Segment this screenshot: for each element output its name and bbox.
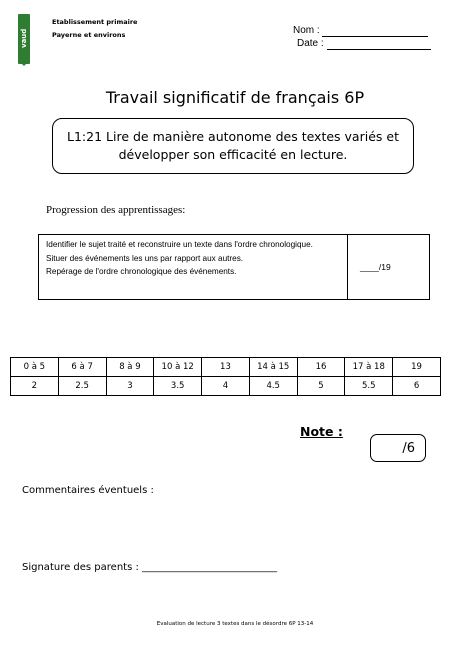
progression-item: Identifier le sujet traité et reconstruire un texte dans l'ordre chronologique.: [46, 240, 313, 249]
score-field: ____/19: [360, 262, 391, 272]
range-cell: 0 à 5: [11, 358, 59, 377]
note-cell: 5: [297, 377, 345, 396]
range-cell: 13: [202, 358, 250, 377]
note-cell: 2.5: [58, 377, 106, 396]
page-title: Travail significatif de français 6P: [105, 88, 365, 107]
logo-text: vaud: [20, 28, 28, 48]
nom-line: [322, 36, 428, 37]
note-cell: 6: [393, 377, 441, 396]
school-name-line2: Payerne et environs: [52, 31, 126, 39]
date-label: Date :: [297, 38, 324, 49]
range-cell: 16: [297, 358, 345, 377]
comments-label: Commentaires éventuels :: [22, 485, 154, 496]
date-line: [327, 49, 431, 50]
signature-label: Signature des parents : ___________________________: [22, 562, 278, 573]
objective-box: [52, 118, 414, 174]
objective-line1: L1:21 Lire de manière autonome des textes variés et: [67, 129, 399, 144]
progression-label: Progression des apprentissages:: [46, 204, 186, 216]
note-cell: 2: [11, 377, 59, 396]
progression-item: Situer des événements les uns par rapport aux autres.: [46, 253, 244, 263]
note-cell: 5.5: [345, 377, 393, 396]
range-cell: 19: [393, 358, 441, 377]
nom-field: [293, 25, 320, 36]
note-cell: 4: [202, 377, 250, 396]
range-cell: 14 à 15: [249, 358, 297, 377]
heart-icon: [20, 60, 28, 66]
date-field: [297, 38, 324, 49]
note-label: Note :: [300, 424, 343, 439]
table-row-notes: [11, 377, 441, 396]
page-footer: Evaluation de lecture 3 textes dans le désordre 6P 13-14: [156, 621, 314, 627]
nom-label: Nom :: [293, 25, 320, 36]
note-cell: 3.5: [154, 377, 202, 396]
note-box: [370, 434, 426, 462]
note-cell: 4.5: [249, 377, 297, 396]
school-name-line1: Etablissement primaire: [52, 18, 138, 26]
objective-line2: développer son efficacité en lecture.: [118, 147, 348, 162]
range-cell: 6 à 7: [58, 358, 106, 377]
note-value: /6: [402, 440, 415, 456]
range-cell: 17 à 18: [345, 358, 393, 377]
note-cell: 3: [106, 377, 154, 396]
range-cell: 8 à 9: [106, 358, 154, 377]
progression-items: [46, 240, 336, 281]
range-cell: 10 à 12: [154, 358, 202, 377]
progression-divider: [347, 234, 348, 300]
progression-item: Repérage de l'ordre chronologique des événements.: [46, 267, 237, 276]
table-row-ranges: [11, 358, 441, 377]
conversion-table: [10, 357, 441, 396]
